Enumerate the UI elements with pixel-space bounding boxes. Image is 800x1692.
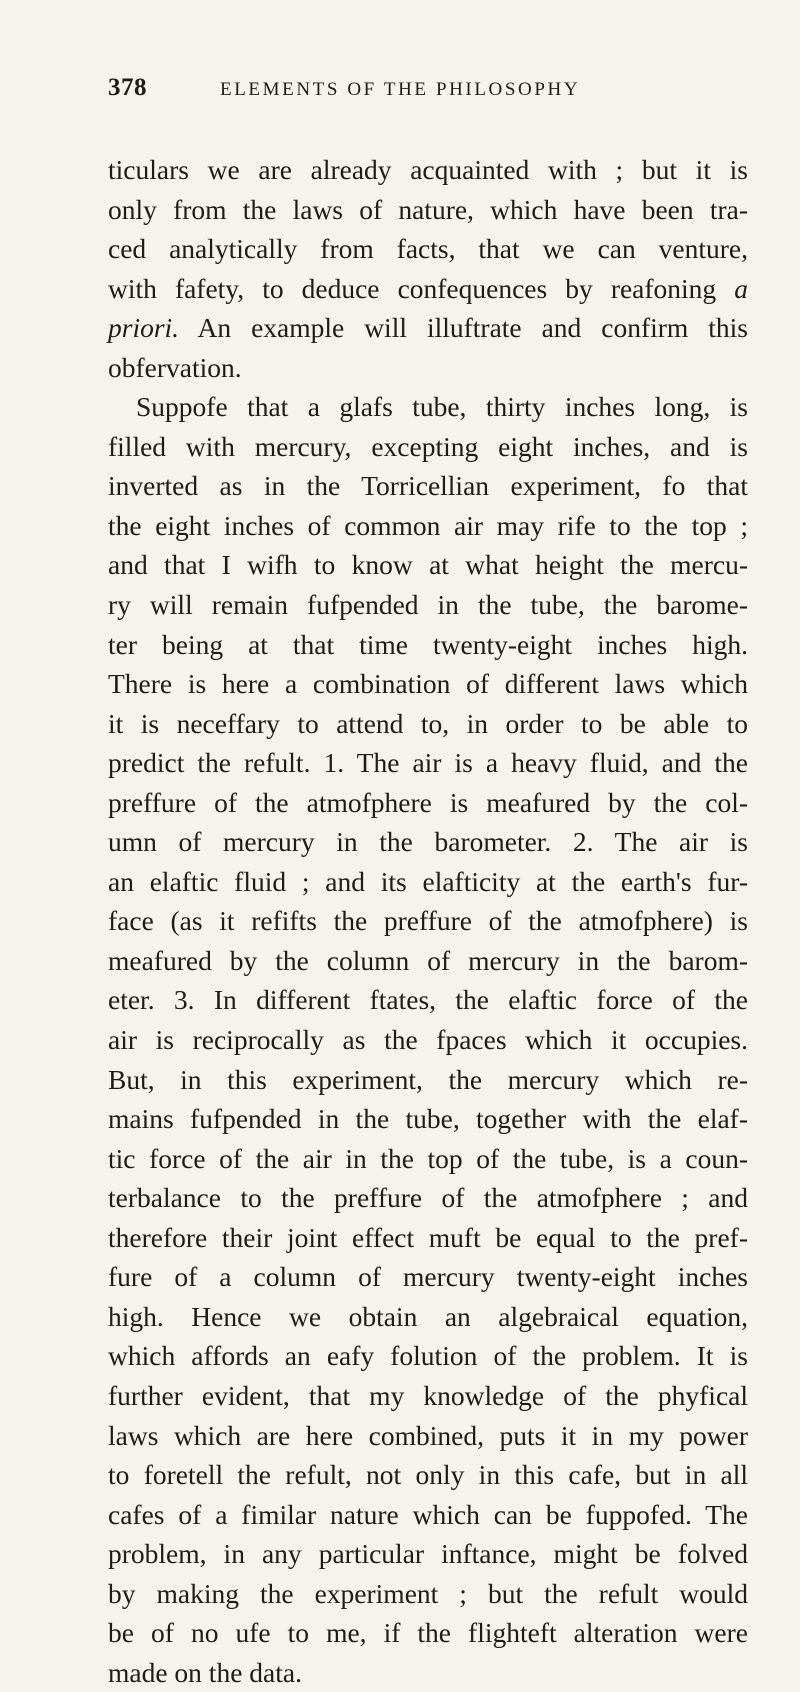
text-line: laws which are here combined, puts it in my power — [108, 1419, 748, 1451]
text-line: fure of a column of mercury twenty-eight inches — [108, 1261, 748, 1293]
text-line: ced analytically from facts, that we can venture, — [108, 233, 748, 265]
text-line — [108, 269, 748, 309]
text-line: to foretell the refult, not only in this cafe, but in all — [108, 1459, 748, 1491]
text-line: Suppofe that a glafs tube, thirty inches long, is — [136, 391, 748, 423]
text-line: obfervation. — [108, 351, 242, 383]
text-line: by making the experiment ; but the refult would — [108, 1577, 748, 1609]
text-segment: with fafety, to deduce confequences by reafoning — [108, 272, 717, 304]
text-line: cafes of a fimilar nature which can be fuppofed. The — [108, 1498, 748, 1530]
text-line: ry will remain fufpended in the tube, the barome- — [108, 589, 748, 621]
text-line: ter being at that time twenty-eight inches high. — [108, 628, 748, 660]
text-line: problem, in any particular inftance, might be folved — [108, 1538, 748, 1570]
text-line: an elaftic fluid ; and its elafticity at the earth's fur- — [108, 865, 748, 897]
text-line: umn of mercury in the barometer. 2. The air is — [108, 826, 748, 858]
text-line: which affords an eafy folution of the problem. It is — [108, 1340, 748, 1372]
text-line: But, in this experiment, the mercury which re- — [108, 1063, 748, 1095]
text-line: high. Hence we obtain an algebraical equation, — [108, 1300, 748, 1332]
body-text — [108, 150, 748, 1692]
text-line: be of no ufe to me, if the flighteft alteration were — [108, 1617, 748, 1649]
text-line: ticulars we are already acquainted with ; but it is — [108, 154, 748, 185]
text-line: inverted as in the Torricellian experiment, fo that — [108, 470, 748, 502]
text-line: filled with mercury, excepting eight inches, and is — [108, 430, 748, 462]
text-line: made on the data. — [108, 1656, 302, 1688]
text-line: predict the refult. 1. The air is a heavy fluid, and the — [108, 747, 748, 779]
text-line: face (as it refifts the preffure of the atmofphere) is — [108, 905, 748, 937]
text-line: therefore their joint effect muft be equal to the pref- — [108, 1221, 748, 1253]
text-line: preffure of the atmofphere is meafured by the col- — [108, 786, 748, 818]
text-line: eter. 3. In different ftates, the elaftic force of the — [108, 984, 748, 1016]
text-line: meafured by the column of mercury in the barom- — [108, 944, 748, 976]
text-line: mains fufpended in the tube, together with the elaf- — [108, 1103, 748, 1135]
text-line: and that I wifh to know at what height the mercu- — [108, 549, 748, 581]
text-line: air is reciprocally as the fpaces which it occupies. — [108, 1024, 748, 1056]
text-line: There is here a combination of different laws which — [108, 668, 748, 700]
running-title: ELEMENTS OF THE PHILOSOPHY — [220, 79, 581, 100]
text-line — [108, 308, 748, 348]
page-number: 378 — [108, 74, 147, 101]
text-line: only from the laws of nature, which have been tra- — [108, 193, 748, 225]
italic-phrase: a — [734, 272, 748, 304]
text-line: tic force of the air in the top of the tube, is a coun- — [108, 1142, 748, 1174]
running-head — [108, 74, 748, 114]
italic-phrase: priori. — [108, 312, 180, 344]
text-line: terbalance to the preffure of the atmofphere ; and — [108, 1182, 748, 1214]
text-segment: An example will illuftrate and confirm this — [197, 312, 748, 344]
text-line: further evident, that my knowledge of the phyfical — [108, 1379, 748, 1411]
text-line: it is neceffary to attend to, in order to be able to — [108, 707, 748, 739]
text-line: the eight inches of common air may rife to the top ; — [108, 509, 748, 541]
